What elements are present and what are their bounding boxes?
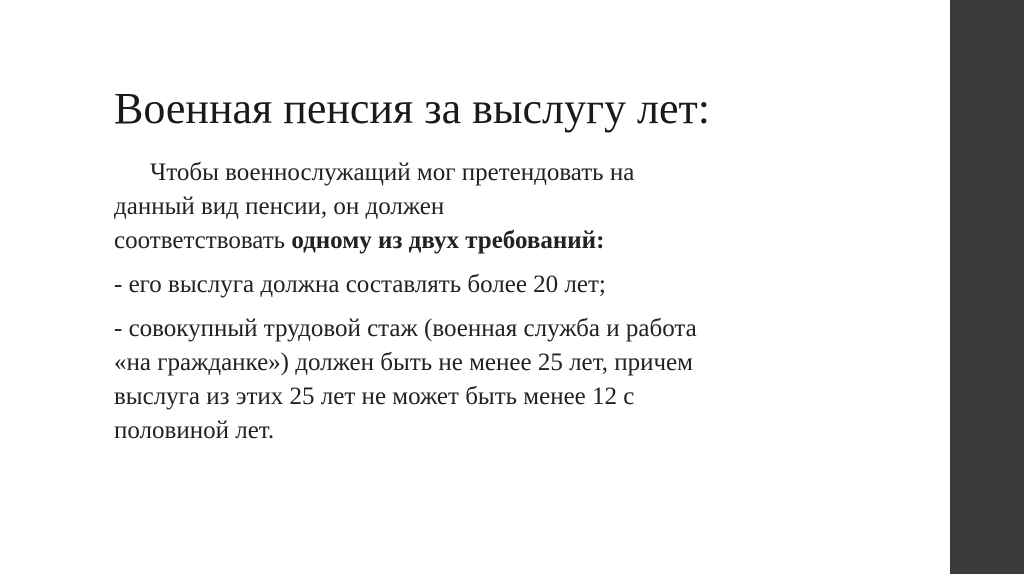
requirement-2-line-4: половиной лет. bbox=[114, 417, 275, 444]
requirement-2-line-2: «на гражданке») должен быть не менее 25 лет, причем bbox=[114, 349, 693, 376]
requirement-1: - его выслуга должна составлять более 20 лет; bbox=[114, 271, 606, 298]
slide-body bbox=[114, 156, 834, 448]
requirement-2-line-3: выслуга из этих 25 лет не может быть менее 12 с bbox=[114, 383, 635, 410]
requirement-2-line-1: - совокупный трудовой стаж (военная служба и работа bbox=[114, 315, 697, 342]
intro-line-2: данный вид пенсии, он должен bbox=[114, 193, 445, 220]
requirement-2 bbox=[114, 312, 834, 448]
slide-title: Военная пенсия за выслугу лет: bbox=[114, 84, 710, 133]
intro-paragraph bbox=[114, 156, 834, 258]
side-bar bbox=[950, 0, 1024, 574]
intro-line-1: Чтобы военнослужащий мог претендовать на bbox=[150, 159, 635, 186]
intro-line-3-bold: одному из двух требований: bbox=[291, 227, 605, 254]
intro-line-3-prefix: соответствовать bbox=[114, 227, 292, 254]
